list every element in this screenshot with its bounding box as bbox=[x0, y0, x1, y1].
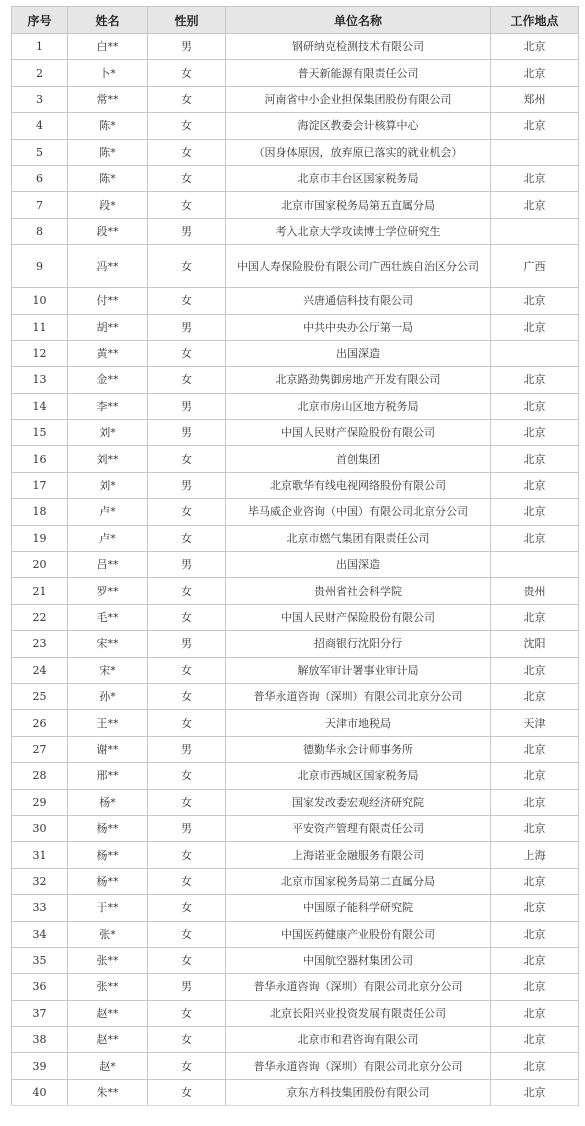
cell-name: 张* bbox=[68, 921, 148, 947]
cell-location: 天津 bbox=[491, 710, 579, 736]
cell-employer: 北京长阳兴业投资发展有限责任公司 bbox=[226, 1000, 491, 1026]
cell-employer: 普华永道咨询（深圳）有限公司北京分公司 bbox=[226, 1053, 491, 1079]
cell-employer: 中国人寿保险股份有限公司广西壮族自治区分公司 bbox=[226, 245, 491, 288]
table-row bbox=[12, 842, 579, 868]
cell-name: 赵** bbox=[68, 1027, 148, 1053]
cell-index: 10 bbox=[12, 288, 68, 314]
cell-location: 北京 bbox=[491, 1079, 579, 1105]
cell-location: 北京 bbox=[491, 763, 579, 789]
cell-index: 11 bbox=[12, 314, 68, 340]
cell-gender: 女 bbox=[148, 525, 226, 551]
cell-location: 北京 bbox=[491, 34, 579, 60]
table-row bbox=[12, 113, 579, 139]
table-row bbox=[12, 288, 579, 314]
cell-location: 北京 bbox=[491, 367, 579, 393]
cell-location: 北京 bbox=[491, 604, 579, 630]
cell-name: 邢** bbox=[68, 763, 148, 789]
cell-gender: 男 bbox=[148, 34, 226, 60]
cell-gender: 女 bbox=[148, 86, 226, 112]
table-row bbox=[12, 895, 579, 921]
cell-index: 20 bbox=[12, 552, 68, 578]
cell-index: 3 bbox=[12, 86, 68, 112]
cell-location: 贵州 bbox=[491, 578, 579, 604]
cell-index: 19 bbox=[12, 525, 68, 551]
table-row bbox=[12, 1000, 579, 1026]
cell-employer: 京东方科技集团股份有限公司 bbox=[226, 1079, 491, 1105]
cell-name: 张** bbox=[68, 947, 148, 973]
cell-index: 21 bbox=[12, 578, 68, 604]
table-row bbox=[12, 604, 579, 630]
cell-index: 28 bbox=[12, 763, 68, 789]
cell-name: 李** bbox=[68, 393, 148, 419]
cell-location: 北京 bbox=[491, 1053, 579, 1079]
cell-index: 30 bbox=[12, 815, 68, 841]
table-row bbox=[12, 631, 579, 657]
header-location: 工作地点 bbox=[491, 7, 579, 34]
cell-name: 刘* bbox=[68, 472, 148, 498]
table-row bbox=[12, 1053, 579, 1079]
cell-index: 32 bbox=[12, 868, 68, 894]
cell-location: 北京 bbox=[491, 113, 579, 139]
cell-index: 16 bbox=[12, 446, 68, 472]
cell-gender: 女 bbox=[148, 710, 226, 736]
cell-index: 1 bbox=[12, 34, 68, 60]
table-row bbox=[12, 921, 579, 947]
header-index: 序号 bbox=[12, 7, 68, 34]
cell-index: 22 bbox=[12, 604, 68, 630]
cell-name: 于** bbox=[68, 895, 148, 921]
cell-location: 北京 bbox=[491, 683, 579, 709]
cell-employer: 解放军审计署事业审计局 bbox=[226, 657, 491, 683]
cell-index: 38 bbox=[12, 1027, 68, 1053]
cell-name: 王** bbox=[68, 710, 148, 736]
cell-employer: 中国人民财产保险股份有限公司 bbox=[226, 420, 491, 446]
table-row bbox=[12, 1079, 579, 1105]
cell-location: 北京 bbox=[491, 815, 579, 841]
cell-name: 黄** bbox=[68, 340, 148, 366]
cell-employer: 贵州省社会科学院 bbox=[226, 578, 491, 604]
table-row bbox=[12, 1027, 579, 1053]
cell-index: 4 bbox=[12, 113, 68, 139]
cell-location: 北京 bbox=[491, 525, 579, 551]
cell-gender: 男 bbox=[148, 472, 226, 498]
cell-location: 北京 bbox=[491, 921, 579, 947]
cell-employer: 中国原子能科学研究院 bbox=[226, 895, 491, 921]
cell-index: 15 bbox=[12, 420, 68, 446]
cell-employer: 北京市燃气集团有限责任公司 bbox=[226, 525, 491, 551]
table-row bbox=[12, 683, 579, 709]
cell-gender: 女 bbox=[148, 604, 226, 630]
cell-gender: 女 bbox=[148, 763, 226, 789]
cell-gender: 男 bbox=[148, 314, 226, 340]
table-row bbox=[12, 34, 579, 60]
table-row bbox=[12, 789, 579, 815]
cell-name: 朱** bbox=[68, 1079, 148, 1105]
cell-location bbox=[491, 139, 579, 165]
cell-location bbox=[491, 218, 579, 244]
cell-location: 北京 bbox=[491, 393, 579, 419]
cell-name: 谢** bbox=[68, 736, 148, 762]
cell-location: 北京 bbox=[491, 974, 579, 1000]
cell-name: 杨** bbox=[68, 815, 148, 841]
cell-location: 北京 bbox=[491, 1000, 579, 1026]
cell-employer: 中国医药健康产业股份有限公司 bbox=[226, 921, 491, 947]
table-row bbox=[12, 763, 579, 789]
cell-index: 40 bbox=[12, 1079, 68, 1105]
cell-gender: 男 bbox=[148, 552, 226, 578]
cell-location: 北京 bbox=[491, 657, 579, 683]
cell-name: 金** bbox=[68, 367, 148, 393]
cell-name: 陈* bbox=[68, 113, 148, 139]
cell-index: 13 bbox=[12, 367, 68, 393]
cell-name: 卢* bbox=[68, 499, 148, 525]
cell-gender: 男 bbox=[148, 420, 226, 446]
cell-index: 23 bbox=[12, 631, 68, 657]
cell-location: 广西 bbox=[491, 245, 579, 288]
cell-name: 赵** bbox=[68, 1000, 148, 1026]
table-row bbox=[12, 420, 579, 446]
cell-index: 25 bbox=[12, 683, 68, 709]
cell-gender: 男 bbox=[148, 393, 226, 419]
table-row bbox=[12, 340, 579, 366]
cell-location: 北京 bbox=[491, 947, 579, 973]
employment-table bbox=[11, 6, 579, 1106]
cell-employer: 海淀区教委会计核算中心 bbox=[226, 113, 491, 139]
cell-employer: 德勤华永会计师事务所 bbox=[226, 736, 491, 762]
cell-gender: 女 bbox=[148, 245, 226, 288]
cell-gender: 女 bbox=[148, 1053, 226, 1079]
cell-index: 33 bbox=[12, 895, 68, 921]
table-row bbox=[12, 736, 579, 762]
cell-employer: 北京市丰台区国家税务局 bbox=[226, 165, 491, 191]
cell-employer: 北京市国家税务局第五直属分局 bbox=[226, 192, 491, 218]
cell-location: 北京 bbox=[491, 736, 579, 762]
cell-name: 赵* bbox=[68, 1053, 148, 1079]
cell-name: 陈* bbox=[68, 165, 148, 191]
cell-gender: 女 bbox=[148, 1027, 226, 1053]
cell-employer: 中共中央办公厅第一局 bbox=[226, 314, 491, 340]
cell-index: 14 bbox=[12, 393, 68, 419]
table-row bbox=[12, 165, 579, 191]
cell-location bbox=[491, 340, 579, 366]
cell-name: 白** bbox=[68, 34, 148, 60]
cell-employer: 北京市和君咨询有限公司 bbox=[226, 1027, 491, 1053]
cell-index: 24 bbox=[12, 657, 68, 683]
cell-location: 北京 bbox=[491, 60, 579, 86]
cell-index: 6 bbox=[12, 165, 68, 191]
cell-index: 7 bbox=[12, 192, 68, 218]
cell-employer: 招商银行沈阳分行 bbox=[226, 631, 491, 657]
cell-location: 郑州 bbox=[491, 86, 579, 112]
cell-gender: 女 bbox=[148, 947, 226, 973]
cell-employer: 出国深造 bbox=[226, 340, 491, 366]
cell-location: 北京 bbox=[491, 192, 579, 218]
employment-table-container bbox=[11, 6, 578, 1106]
table-row bbox=[12, 86, 579, 112]
cell-index: 26 bbox=[12, 710, 68, 736]
cell-gender: 女 bbox=[148, 139, 226, 165]
table-row bbox=[12, 314, 579, 340]
cell-location: 北京 bbox=[491, 1027, 579, 1053]
header-name: 姓名 bbox=[68, 7, 148, 34]
cell-employer: 北京市国家税务局第二直属分局 bbox=[226, 868, 491, 894]
cell-gender: 女 bbox=[148, 683, 226, 709]
cell-gender: 男 bbox=[148, 631, 226, 657]
cell-name: 段* bbox=[68, 192, 148, 218]
cell-employer: 天津市地税局 bbox=[226, 710, 491, 736]
cell-gender: 女 bbox=[148, 288, 226, 314]
cell-employer: 钢研纳克检测技术有限公司 bbox=[226, 34, 491, 60]
table-row bbox=[12, 446, 579, 472]
cell-location: 北京 bbox=[491, 165, 579, 191]
cell-employer: 中国航空器材集团公司 bbox=[226, 947, 491, 973]
cell-index: 39 bbox=[12, 1053, 68, 1079]
cell-employer: 出国深造 bbox=[226, 552, 491, 578]
cell-employer: 兴唐通信科技有限公司 bbox=[226, 288, 491, 314]
cell-location: 北京 bbox=[491, 868, 579, 894]
bottom-divider bbox=[11, 1105, 578, 1106]
cell-name: 胡** bbox=[68, 314, 148, 340]
cell-location: 北京 bbox=[491, 420, 579, 446]
cell-name: 杨* bbox=[68, 789, 148, 815]
table-row bbox=[12, 657, 579, 683]
cell-employer: 河南省中小企业担保集团股份有限公司 bbox=[226, 86, 491, 112]
cell-gender: 女 bbox=[148, 657, 226, 683]
cell-employer: 国家发改委宏观经济研究院 bbox=[226, 789, 491, 815]
cell-location: 北京 bbox=[491, 314, 579, 340]
table-row bbox=[12, 218, 579, 244]
cell-name: 吕** bbox=[68, 552, 148, 578]
cell-index: 27 bbox=[12, 736, 68, 762]
table-row bbox=[12, 868, 579, 894]
cell-gender: 女 bbox=[148, 842, 226, 868]
cell-employer: 北京市房山区地方税务局 bbox=[226, 393, 491, 419]
table-row bbox=[12, 472, 579, 498]
cell-employer: 普华永道咨询（深圳）有限公司北京分公司 bbox=[226, 683, 491, 709]
table-row bbox=[12, 367, 579, 393]
cell-gender: 女 bbox=[148, 921, 226, 947]
cell-gender: 女 bbox=[148, 192, 226, 218]
cell-employer: 普天新能源有限责任公司 bbox=[226, 60, 491, 86]
cell-name: 张** bbox=[68, 974, 148, 1000]
cell-employer: 北京路劲隽御房地产开发有限公司 bbox=[226, 367, 491, 393]
cell-index: 35 bbox=[12, 947, 68, 973]
cell-name: 孙* bbox=[68, 683, 148, 709]
header-gender: 性别 bbox=[148, 7, 226, 34]
cell-name: 毛** bbox=[68, 604, 148, 630]
table-row bbox=[12, 393, 579, 419]
cell-gender: 女 bbox=[148, 868, 226, 894]
table-row bbox=[12, 974, 579, 1000]
cell-gender: 女 bbox=[148, 1079, 226, 1105]
cell-name: 卜* bbox=[68, 60, 148, 86]
table-row bbox=[12, 139, 579, 165]
table-row bbox=[12, 499, 579, 525]
cell-gender: 女 bbox=[148, 578, 226, 604]
cell-gender: 男 bbox=[148, 218, 226, 244]
cell-gender: 女 bbox=[148, 1000, 226, 1026]
table-header bbox=[12, 7, 579, 34]
cell-employer: 上海诺亚金融服务有限公司 bbox=[226, 842, 491, 868]
cell-gender: 女 bbox=[148, 165, 226, 191]
table-row bbox=[12, 525, 579, 551]
cell-index: 17 bbox=[12, 472, 68, 498]
cell-name: 杨** bbox=[68, 868, 148, 894]
cell-name: 付** bbox=[68, 288, 148, 314]
cell-name: 宋* bbox=[68, 657, 148, 683]
cell-employer: 北京歌华有线电视网络股份有限公司 bbox=[226, 472, 491, 498]
cell-employer: 考入北京大学攻读博士学位研究生 bbox=[226, 218, 491, 244]
header-row bbox=[12, 7, 579, 34]
table-row bbox=[12, 552, 579, 578]
cell-name: 冯** bbox=[68, 245, 148, 288]
header-employer: 单位名称 bbox=[226, 7, 491, 34]
cell-index: 12 bbox=[12, 340, 68, 366]
cell-employer: 毕马威企业咨询（中国）有限公司北京分公司 bbox=[226, 499, 491, 525]
cell-employer: （因身体原因，放弃原已落实的就业机会） bbox=[226, 139, 491, 165]
cell-index: 29 bbox=[12, 789, 68, 815]
cell-name: 宋** bbox=[68, 631, 148, 657]
cell-location: 上海 bbox=[491, 842, 579, 868]
cell-name: 卢* bbox=[68, 525, 148, 551]
cell-gender: 女 bbox=[148, 113, 226, 139]
table-row bbox=[12, 815, 579, 841]
cell-gender: 女 bbox=[148, 499, 226, 525]
cell-employer: 中国人民财产保险股份有限公司 bbox=[226, 604, 491, 630]
cell-gender: 女 bbox=[148, 446, 226, 472]
cell-employer: 普华永道咨询（深圳）有限公司北京分公司 bbox=[226, 974, 491, 1000]
cell-location: 北京 bbox=[491, 895, 579, 921]
cell-name: 段** bbox=[68, 218, 148, 244]
cell-name: 杨** bbox=[68, 842, 148, 868]
table-body bbox=[12, 34, 579, 1106]
cell-gender: 女 bbox=[148, 367, 226, 393]
cell-name: 罗** bbox=[68, 578, 148, 604]
cell-name: 刘** bbox=[68, 446, 148, 472]
cell-gender: 男 bbox=[148, 815, 226, 841]
cell-location: 沈阳 bbox=[491, 631, 579, 657]
cell-index: 9 bbox=[12, 245, 68, 288]
cell-index: 8 bbox=[12, 218, 68, 244]
table-row bbox=[12, 947, 579, 973]
cell-employer: 首创集团 bbox=[226, 446, 491, 472]
cell-location bbox=[491, 552, 579, 578]
table-row bbox=[12, 192, 579, 218]
cell-gender: 女 bbox=[148, 895, 226, 921]
cell-name: 常** bbox=[68, 86, 148, 112]
cell-location: 北京 bbox=[491, 288, 579, 314]
table-row bbox=[12, 245, 579, 288]
table-row bbox=[12, 578, 579, 604]
cell-gender: 女 bbox=[148, 789, 226, 815]
cell-index: 36 bbox=[12, 974, 68, 1000]
cell-location: 北京 bbox=[491, 472, 579, 498]
cell-gender: 男 bbox=[148, 736, 226, 762]
cell-gender: 男 bbox=[148, 974, 226, 1000]
cell-location: 北京 bbox=[491, 446, 579, 472]
cell-location: 北京 bbox=[491, 789, 579, 815]
cell-employer: 平安资产管理有限责任公司 bbox=[226, 815, 491, 841]
cell-employer: 北京市西城区国家税务局 bbox=[226, 763, 491, 789]
cell-location: 北京 bbox=[491, 499, 579, 525]
cell-index: 5 bbox=[12, 139, 68, 165]
cell-index: 34 bbox=[12, 921, 68, 947]
cell-index: 37 bbox=[12, 1000, 68, 1026]
table-row bbox=[12, 710, 579, 736]
cell-name: 陈* bbox=[68, 139, 148, 165]
cell-index: 2 bbox=[12, 60, 68, 86]
cell-gender: 女 bbox=[148, 60, 226, 86]
table-row bbox=[12, 60, 579, 86]
cell-index: 31 bbox=[12, 842, 68, 868]
cell-index: 18 bbox=[12, 499, 68, 525]
cell-name: 刘* bbox=[68, 420, 148, 446]
cell-gender: 女 bbox=[148, 340, 226, 366]
